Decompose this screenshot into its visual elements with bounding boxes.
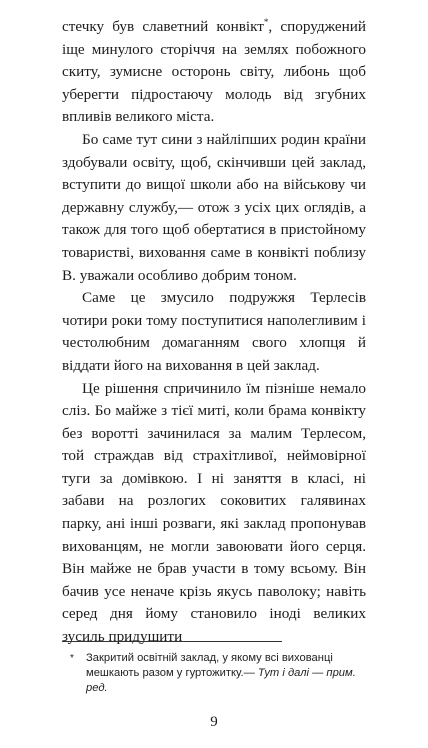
footnote <box>62 651 366 696</box>
footnote-editor-note: Тут і далі — прим. ред. <box>86 667 356 694</box>
page-number: 9 <box>210 714 218 730</box>
footnote-divider <box>62 641 282 642</box>
paragraph-1-text-b: , споруджений іще минулого сторіччя на землях побожного скиту, зумисне осторонь світу, либонь щоб уберегти підростаючу молодь від згубних впливів великого міста. <box>62 18 366 126</box>
paragraph-3: Саме це змусило подружжя Терлесів чотири роки тому поступитися наполегливим і честолюбним домаганням свого хлопця й віддати його на виховання в цей заклад. <box>62 289 366 374</box>
paragraph-1 <box>62 16 366 129</box>
paragraph-2: Бо саме тут сини з найліпших родин країни здобували освіту, щоб, скінчивши цей заклад, вступити до вищої школи або на військову чи державну службу,— отож з усіх цих оглядів, а також для того щоб обертатися в пристойному товаристві, виховання саме в конвікті поблизу В. уважали особливо добрим тоном. <box>62 130 366 284</box>
footnote-body: Закритий освітній заклад, у якому всі вихованці мешкають разом у гуртожитку.— <box>86 652 333 679</box>
footnote-reference-mark: * <box>263 16 269 27</box>
footnote-text <box>86 651 366 696</box>
footnote-mark: * <box>70 653 74 664</box>
paragraph-4: Це рішення спричинило їм пізніше немало сліз. Бо майже з тієї миті, коли брама конвікту без воротті зачинилася за малим Терлесом, той страждав від страхітливої, неймовірної туги за домівкою. І ні заняття в класі, ні забави на розлогих соковитих галявинах парку, ані інші розваги, які заклад пропонував вихованцям, не могли завоювати його серця. Він майже не брав участи в тому всьому. Він бачив усе неначе крізь якусь паволоку; навіть серед дня йому становило іноді великих зусиль придушити <box>62 379 366 646</box>
main-text <box>62 16 366 649</box>
paragraph-1-text-a: стечку був славетний конвікт <box>62 18 264 35</box>
